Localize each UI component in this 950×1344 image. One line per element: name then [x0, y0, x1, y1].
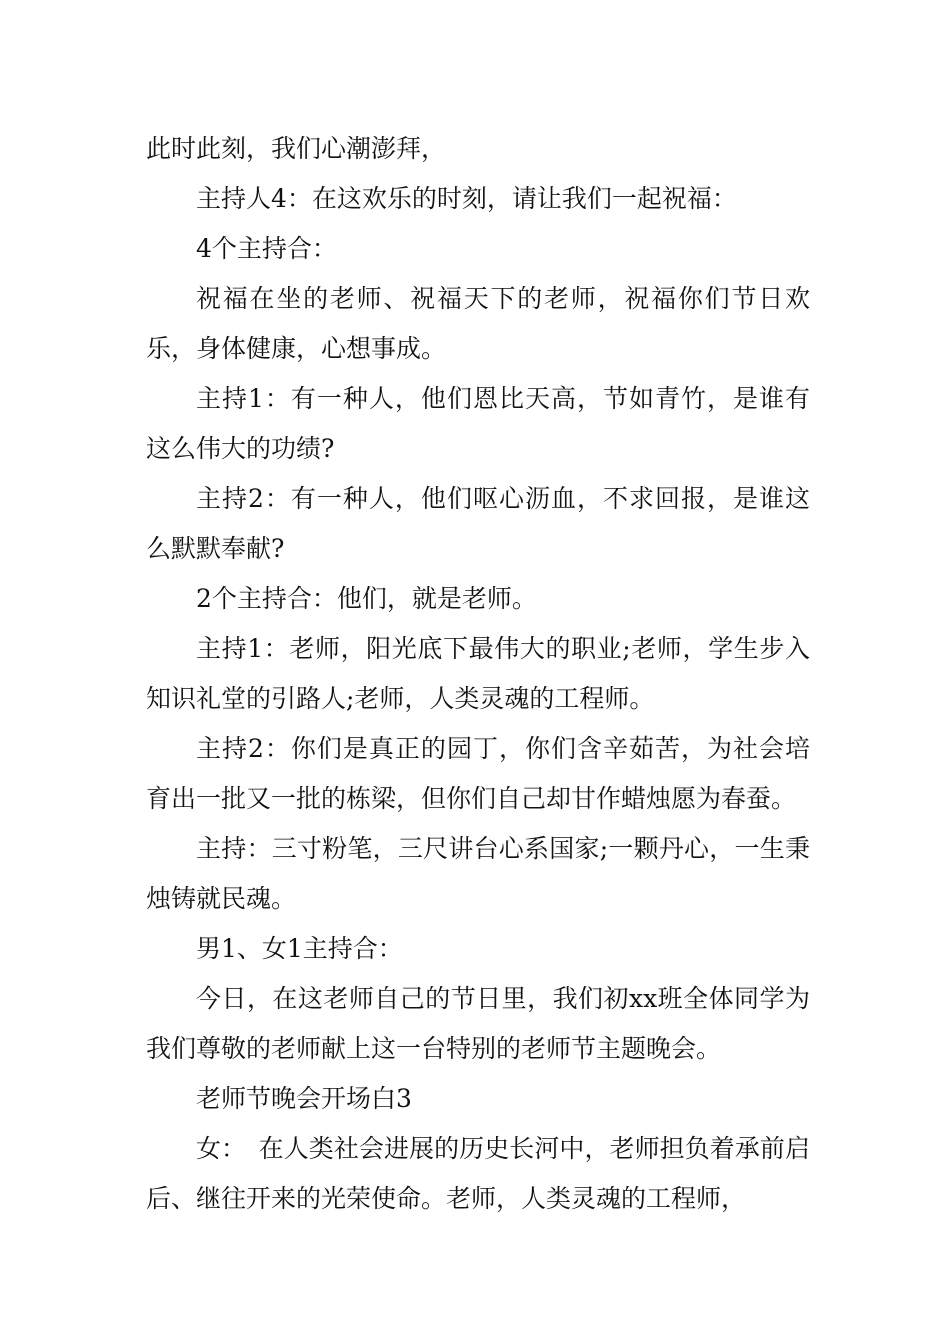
paragraph: 今日，在这老师自己的节日里，我们初xx班全体同学为我们尊敬的老师献上这一台特别的老师节主题晚会。 — [146, 984, 810, 1063]
section-heading: 老师节晚会开场白3 — [196, 1084, 412, 1113]
paragraph: 男1、女1主持合： — [196, 934, 403, 963]
paragraph: 主持1：老师，阳光底下最伟大的职业;老师，学生步入知识礼堂的引路人;老师，人类灵魂的工程师。 — [146, 634, 810, 713]
document-body — [146, 124, 810, 1224]
paragraph: 主持：三寸粉笔，三尺讲台心系国家;一颗丹心，一生秉烛铸就民魂。 — [146, 834, 810, 913]
paragraph: 主持2：有一种人，他们呕心沥血，不求回报，是谁这么默默奉献? — [146, 484, 810, 563]
paragraph: 4个主持合： — [196, 234, 337, 263]
paragraph: 主持人4：在这欢乐的时刻，请让我们一起祝福： — [196, 184, 737, 213]
paragraph: 女： 在人类社会进展的历史长河中，老师担负着承前启后、继往开来的光荣使命。老师，人类灵魂的工程师， — [146, 1134, 810, 1213]
paragraph: 祝福在坐的老师、祝福天下的老师，祝福你们节日欢乐，身体健康，心想事成。 — [146, 284, 810, 363]
paragraph: 2个主持合：他们，就是老师。 — [196, 584, 537, 613]
paragraph: 主持1：有一种人，他们恩比天高，节如青竹，是谁有这么伟大的功绩? — [146, 384, 810, 463]
paragraph: 主持2：你们是真正的园丁，你们含辛茹苦，为社会培育出一批又一批的栋梁，但你们自己却甘作蜡烛愿为春蚕。 — [146, 734, 810, 813]
paragraph: 此时此刻，我们心潮澎拜， — [146, 134, 447, 163]
